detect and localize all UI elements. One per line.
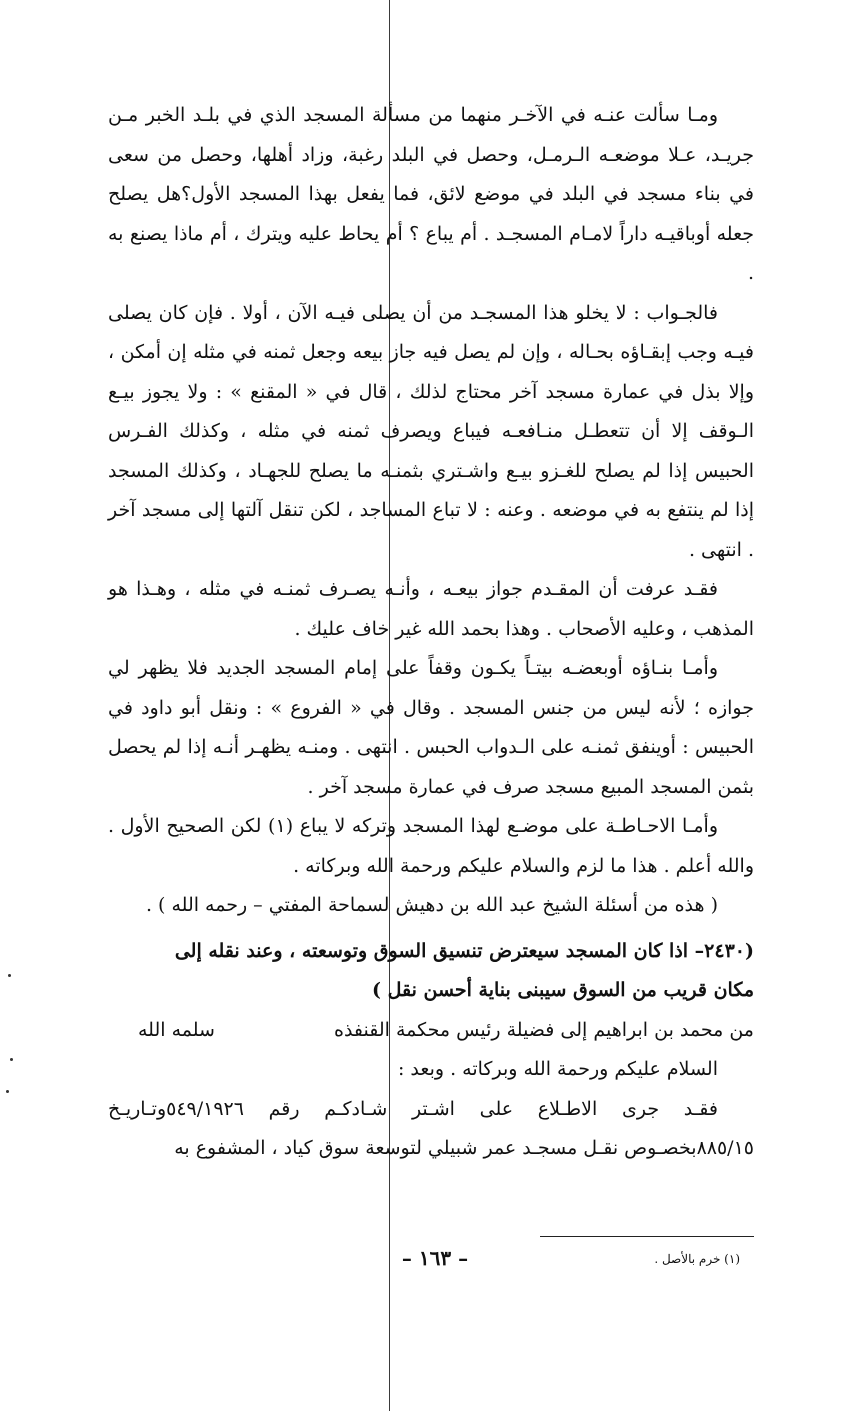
letter-from: من محمد بن ابراهيم إلى فضيلة رئيس محكمة القنفذه [334,1018,754,1041]
scan-margin-specks [0,960,20,1120]
paragraph-enclosure: وأمـا الاحـاطـة على موضـع لهذا المسجد وتركه لا يباع (١) لكن الصحيح الأول . والله أعلم . هذا ما لزم والسلام عليكم ورحمة الله وبركاته . [108,815,754,877]
footnote: (١) خرم بالأصل . [654,1252,740,1266]
paragraph-question: ومـا سألت عنـه في الآخـر منهما من مسألة المسجد الذي في بلـد الخبر مـن جريـد، عـلا موضعـه الـرمـل، وحصل في البلد رغبة، وزاد أهلها، وحصل من سعى في بناء مسجد في البلد في موضع لائق، فما يفعل بهذا المسجد الأول؟هل يصلح جعله أوباقيـه داراً لامـام المسجـد . أم يباع ؟ أم يحاط عليه ويترك ، أم ماذا يصنع به . [108,104,754,284]
paragraph-source-note: ( هذه من أسئلة الشيخ عبد الله بن دهيش لسماحة المفتي – رحمه الله ) . [145,894,718,916]
paragraph-conclusion: فقـد عرفت أن المقـدم جواز بيعـه ، وأنـه يصـرف ثمنـه في مثله ، وهـذا هو المذهب ، وعليه الأصحاب . وهذا بحمد الله غير خاف عليك . [108,578,754,640]
letter-body: فقـد جرى الاطـلاع على اشـتر شـادكـم رقم ٥٤٩/١٩٢٦وتـاريـخ ٨٨٥/١٥بخصـوص نقـل مسجـد عمر شبيلي لتوسعة سوق كياد ، المشفوع به [108,1097,754,1159]
letter-greeting: السلام عليكم ورحمة الله وبركاته . وبعد : [397,1058,718,1080]
paragraph-building: وأمـا بنـاؤه أوبعضـه بيتـاً يكـون وقفاً على إمام المسجد الجديد فلا يظهر لي جوازه ؛ لأنه ليس من جنس المسجد . وقال في « الفروع » : ونقل أبو داود في الحبيس : أوينفق ثمنـه على الـدواب الحبس . انتهى . ومنـه يظهـر أنـه إذا لم يحصل بثمن المسجد المبيع مسجد صرف في عمارة مسجد آخر . [108,657,754,798]
page-number: – ١٦٣ – [401,1246,469,1270]
footnote-divider [540,1236,754,1237]
speck-dot [10,1058,13,1061]
section-heading [108,932,754,1011]
section-heading-line2: مكان قريب من السوق سيبنى بناية أحسن نقل ) [371,979,754,1001]
paragraph-answer: فالجـواب : لا يخلو هذا المسجـد من أن يصلى فيـه الآن ، أولا . فإن كان يصلى فيـه وجب إبقـاؤه بحـاله ، وإن لم يصل فيه جاز بيعه وجعل ثمنه في مثله إن أمكن ، وإلا بذل في عمارة مسجد آخر محتاج لذلك ، قال في « المقنع » : ولا يجوز بيـع الـوقف إلا أن تتعطـل منـافعـه فيباع ويصرف ثمنه في مثله ، وكذلك الفـرس الحبيس إذا لم يصلح للغـزو بيـع واشـتري بثمنـه ما يصلح للجهـاد ، وكذلك المسجد إذا لم ينتفع به في موضعه . وعنه : لا تباع المساجد ، لكن تنقل آلتها إلى مسجد آخر . انتهى . [108,301,754,561]
section-heading-line1: (٢٤٣٠– اذا كان المسجد سيعترض تنسيق السوق وتوسعته ، وعند نقله إلى [174,939,754,962]
speck-dot [6,1090,9,1093]
main-text [108,96,754,1169]
letter-salutation: سلمه الله [138,1018,215,1041]
letter-from-line [108,1011,754,1051]
speck-dot [8,974,11,977]
